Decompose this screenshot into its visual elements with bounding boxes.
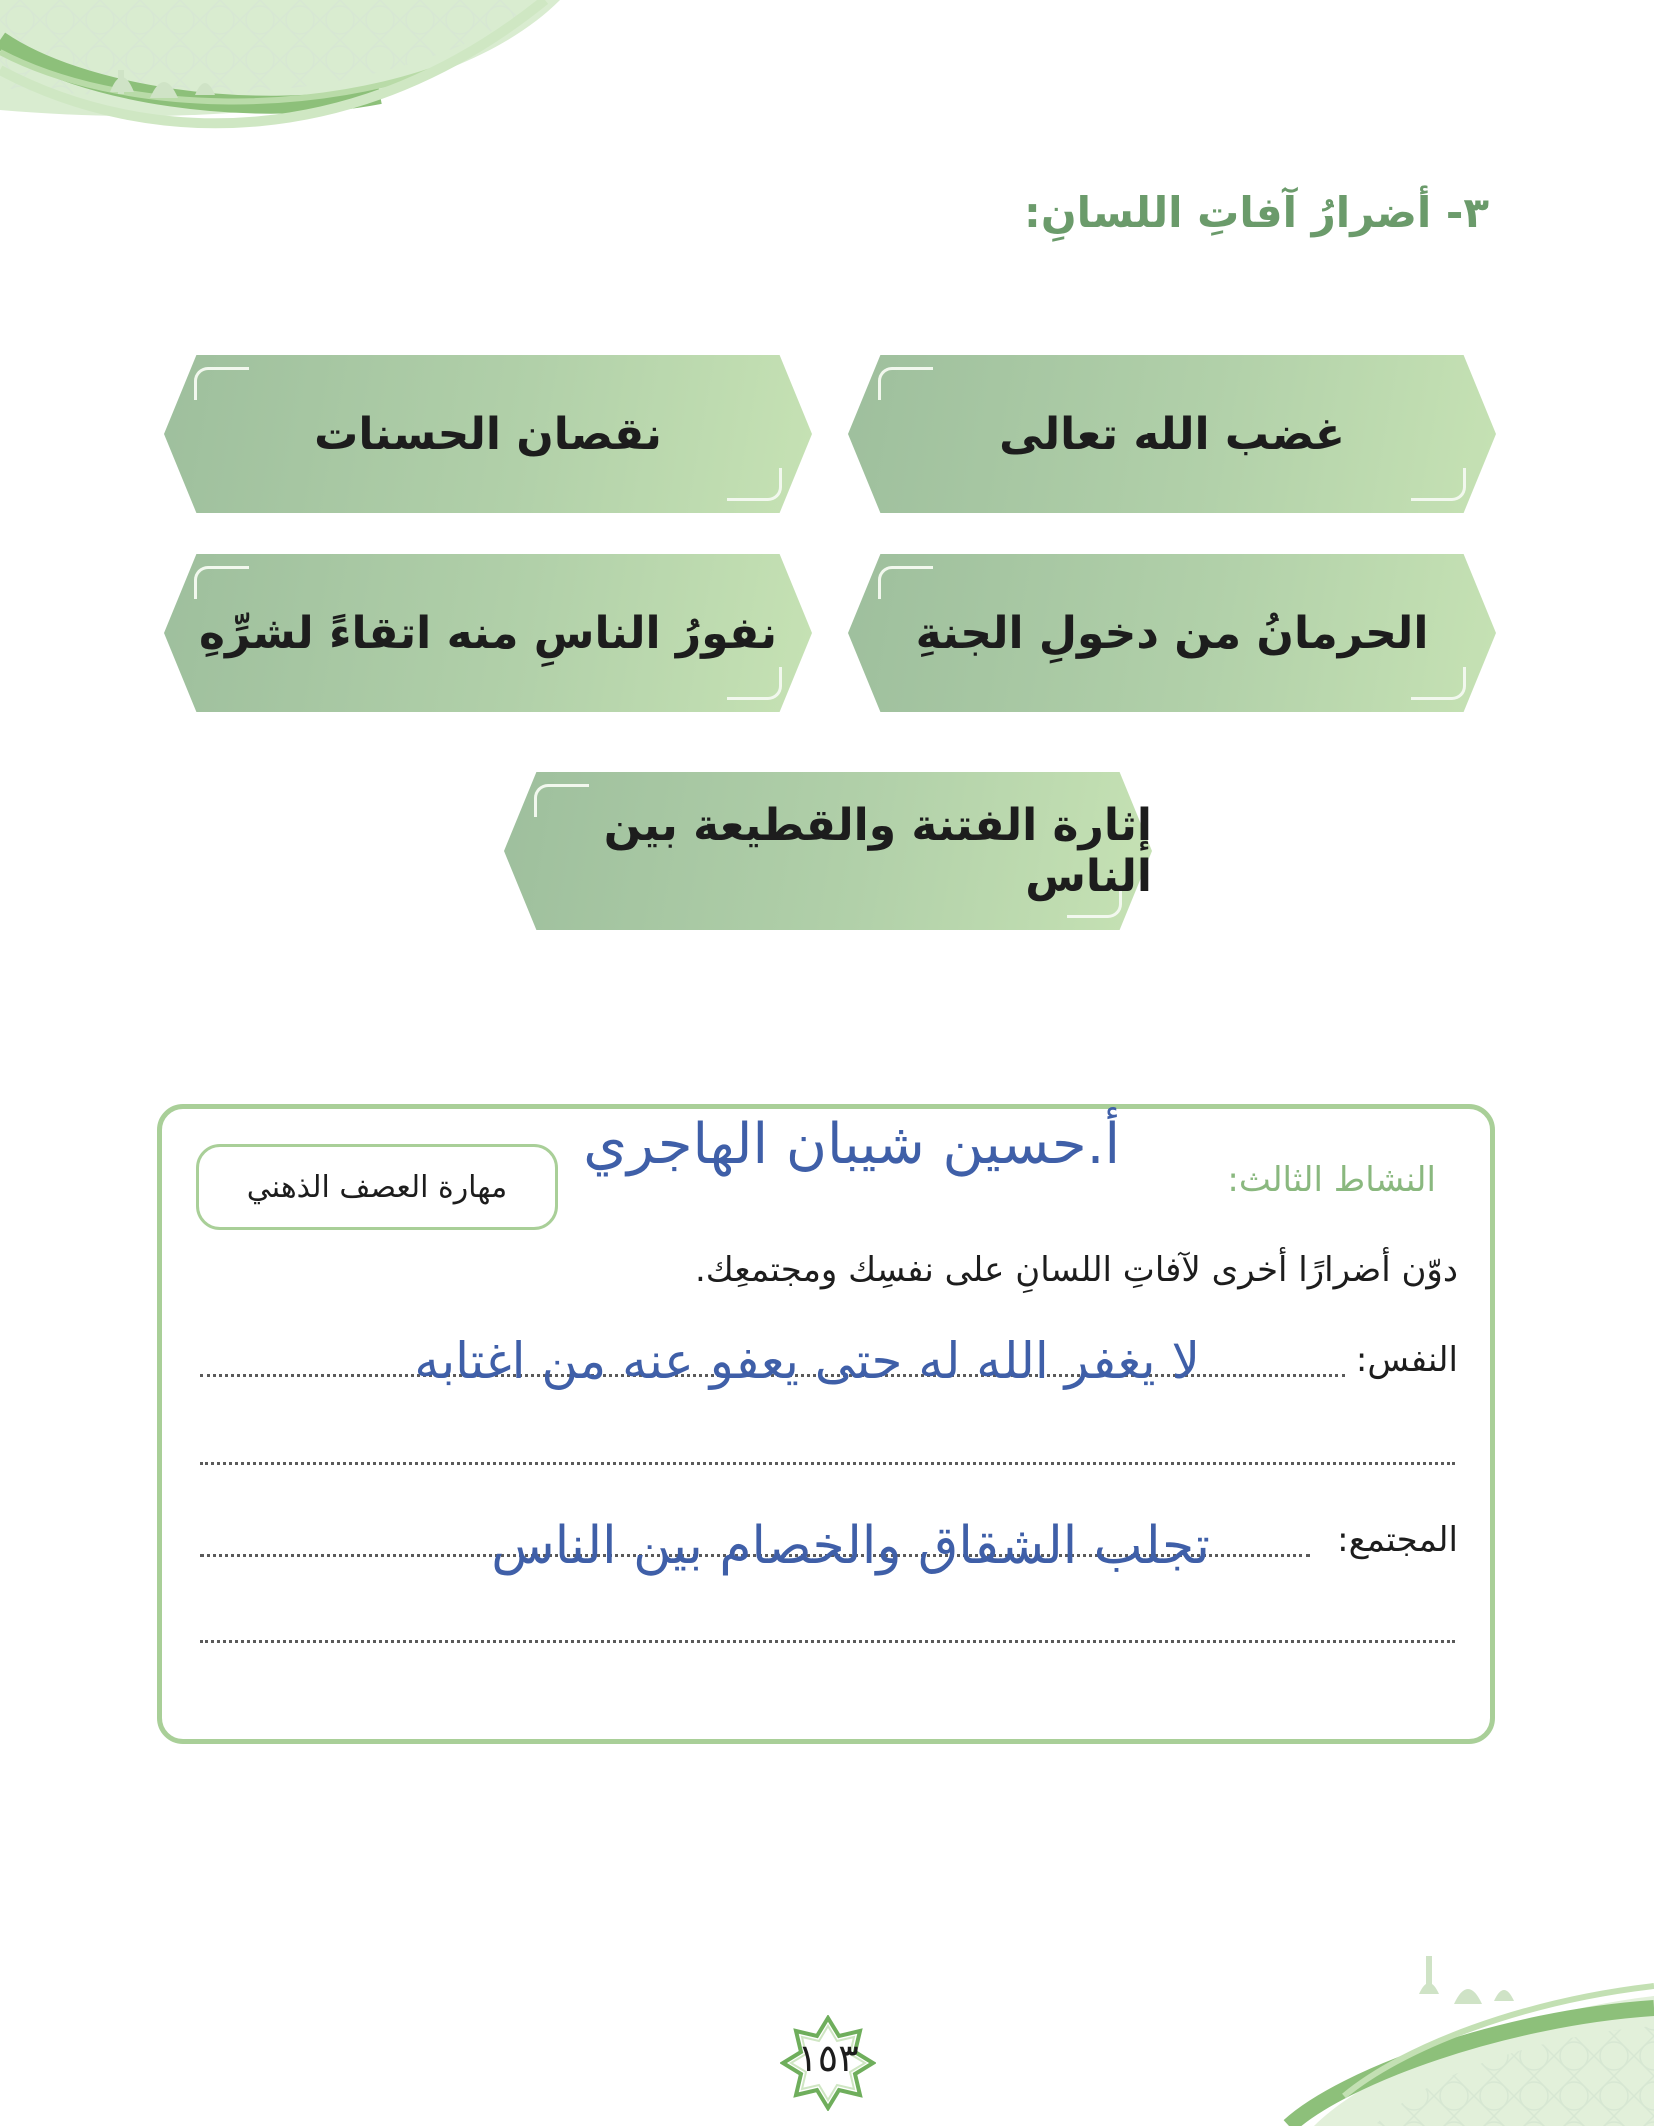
harm-label: نفورُ الناسِ منه اتقاءً لشرِّهِ	[199, 607, 777, 659]
top-corner-decoration	[0, 0, 580, 170]
harm-label: نقصان الحسنات	[314, 408, 662, 460]
harm-card-4	[164, 554, 812, 712]
harm-card-5	[504, 772, 1152, 930]
activity-title: النشاط الثالث:	[1227, 1160, 1436, 1200]
skill-badge: مهارة العصف الذهني	[196, 1144, 558, 1230]
harm-label: إثارة الفتنة والقطيعة بين الناس	[603, 800, 1152, 902]
activity-instruction: دوّن أضرارًا أخرى لآفاتِ اللسانِ على نفسِك ومجتمعِك.	[694, 1250, 1458, 1290]
harm-label: غضب الله تعالى	[999, 408, 1345, 460]
harm-card-3	[848, 554, 1496, 712]
society-label: المجتمع:	[1337, 1520, 1458, 1560]
blank-line	[200, 1462, 1455, 1465]
harm-card-2	[164, 355, 812, 513]
bottom-corner-decoration	[1194, 1956, 1654, 2126]
society-answer[interactable]: تجلب الشقاق والخصام بين الناس	[491, 1516, 1210, 1576]
teacher-name: أ.حسين شيبان الهاجري	[583, 1112, 1120, 1177]
harm-card-1	[848, 355, 1496, 513]
page-number: ١٥٣	[797, 2036, 859, 2080]
self-answer[interactable]: لا يغفر الله له حتى يعفو عنه من اغتابه	[414, 1332, 1200, 1390]
blank-line	[200, 1640, 1455, 1643]
harm-label: الحرمانُ من دخولِ الجنةِ	[915, 607, 1429, 659]
section-heading: ٣- أضرارُ آفاتِ اللسانِ:	[1024, 188, 1489, 237]
self-label: النفس:	[1355, 1340, 1458, 1380]
